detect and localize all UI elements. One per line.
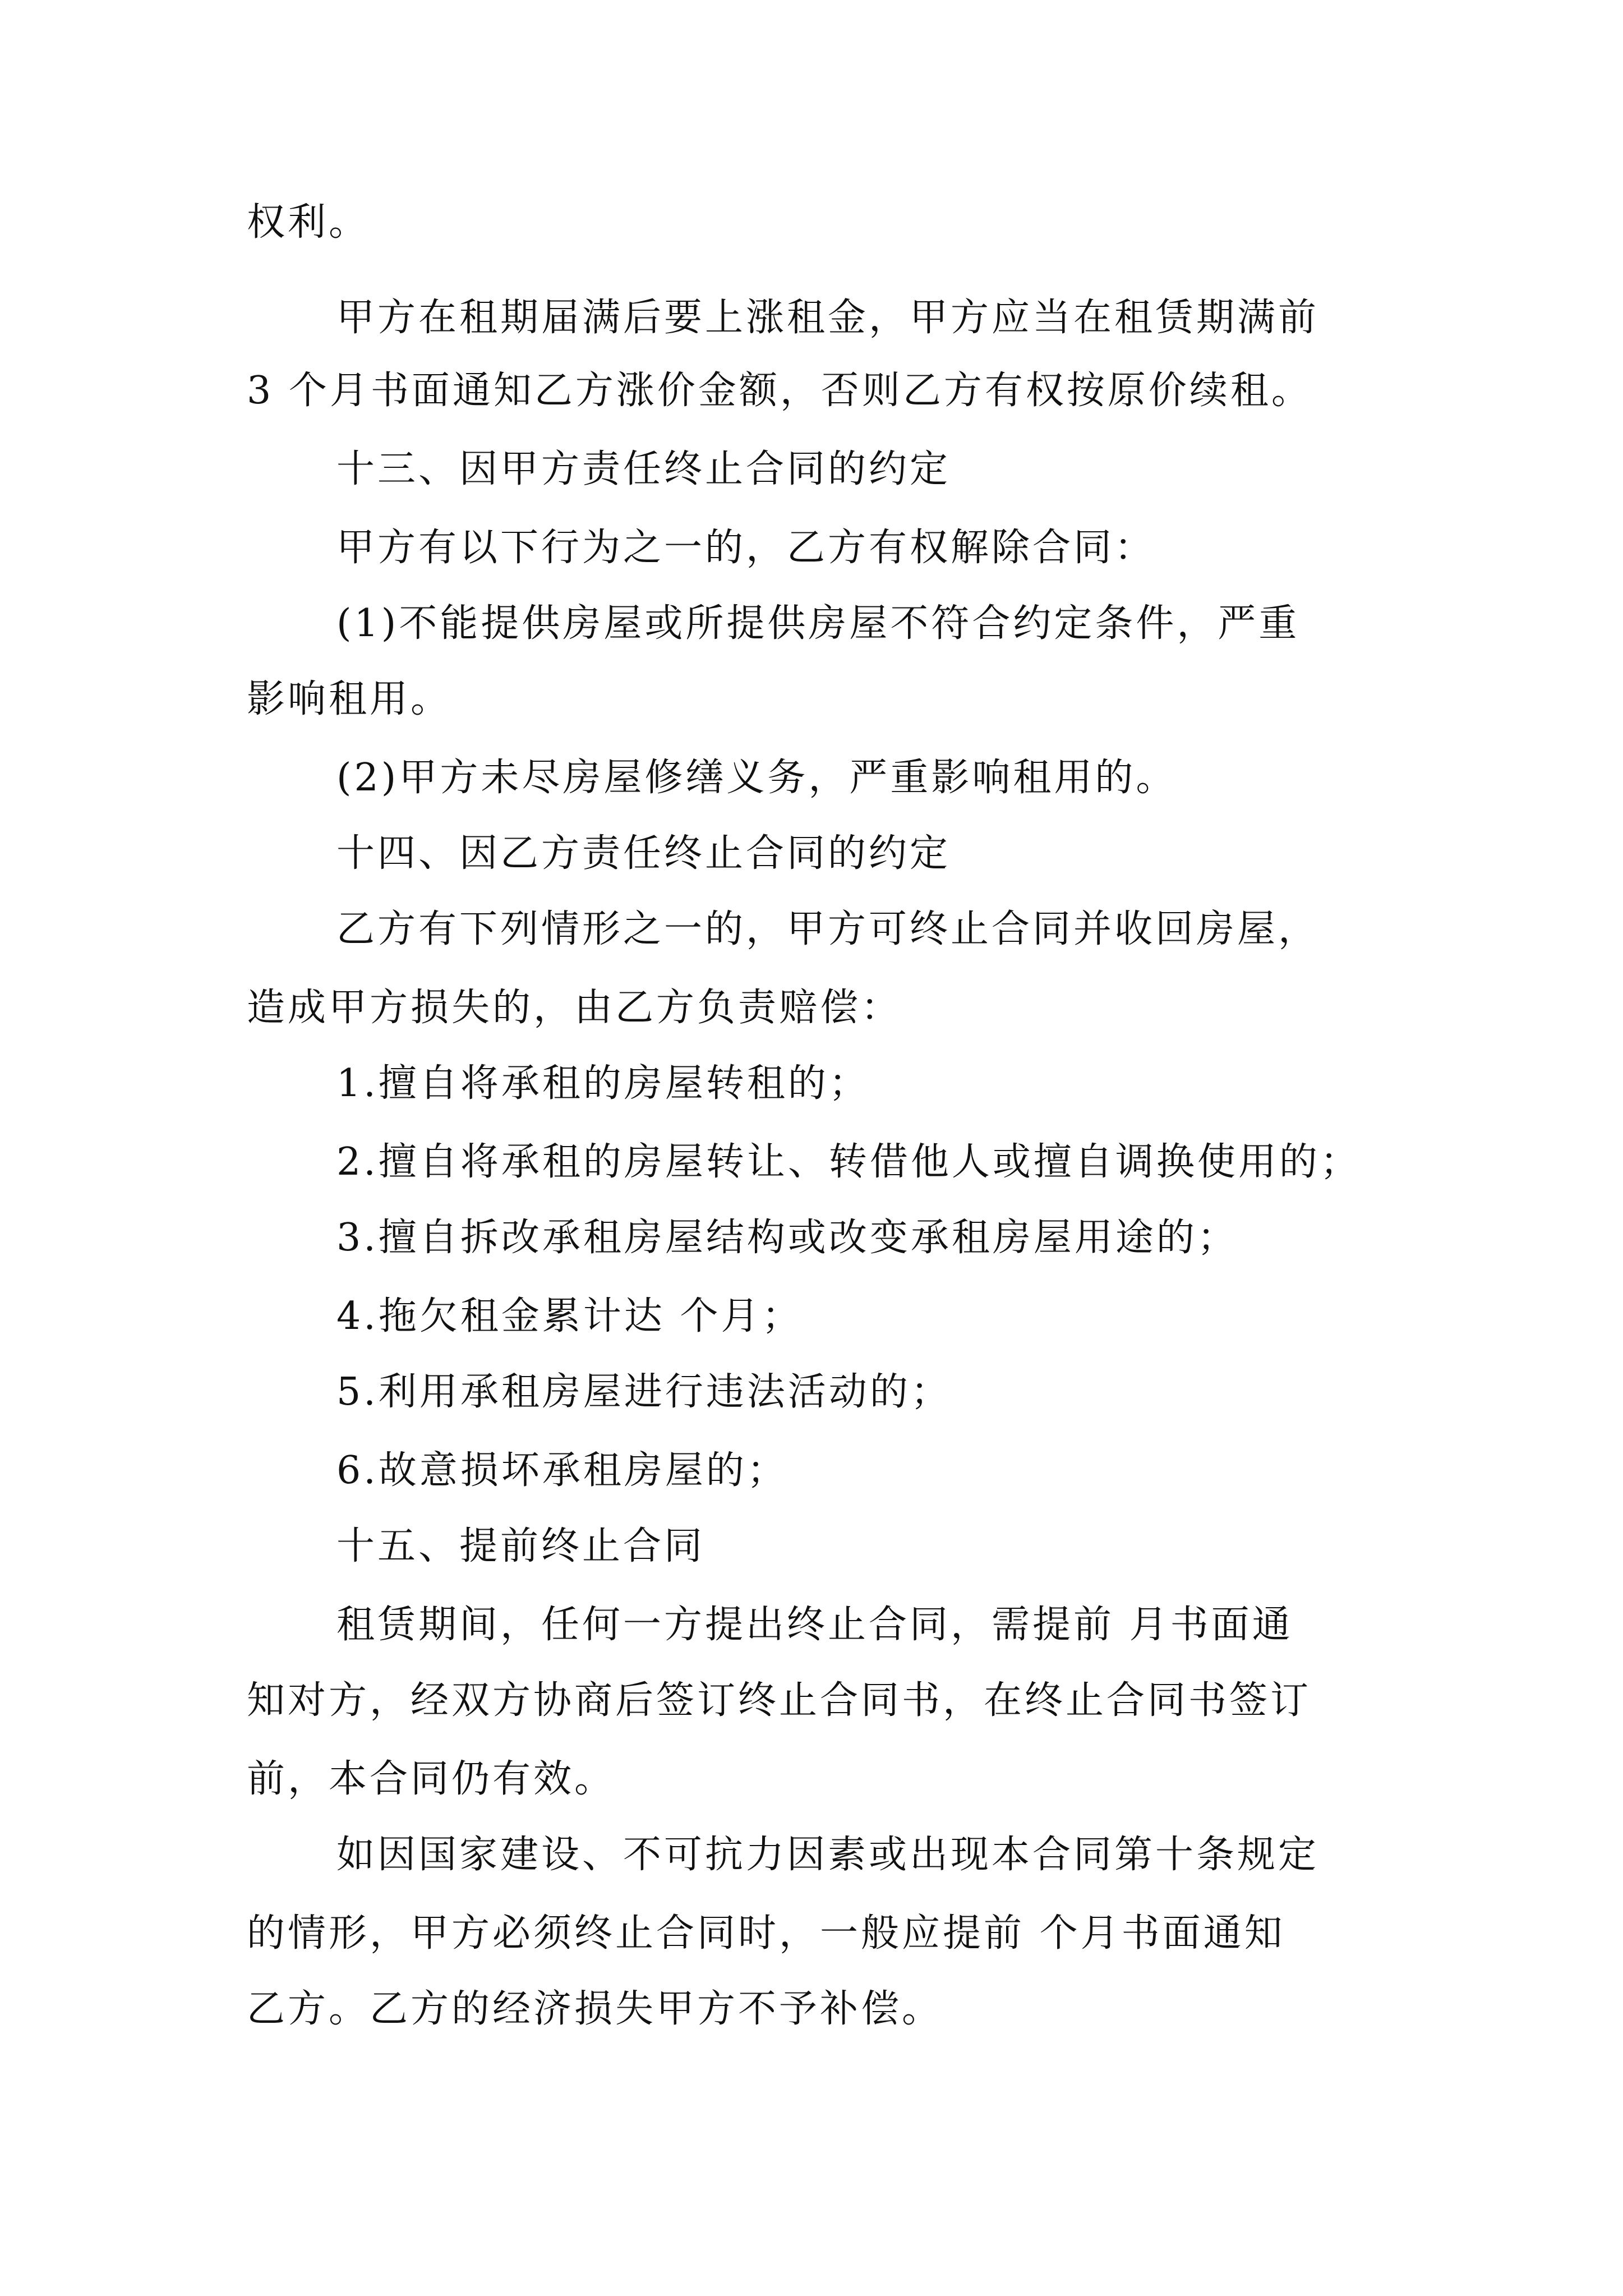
list-item: 6.故意损坏承租房屋的；: [336, 1448, 788, 1493]
section-heading: 十三、因甲方责任终止合同的约定: [336, 447, 951, 491]
text-line: 造成甲方损失的，由乙方负责赔偿：: [247, 986, 902, 1030]
text-line: 租赁期间，任何一方提出终止合同，需提前 月书面通: [336, 1603, 1293, 1647]
text-line: 前，本合同仍有效。: [247, 1757, 616, 1801]
text-line: 3 个月书面通知乙方涨价金额，否则乙方有权按原价续租。: [247, 369, 1312, 413]
list-item: 1.擅自将承租的房屋转租的；: [336, 1061, 870, 1106]
text-line: 如因国家建设、不可抗力因素或出现本合同第十条规定: [336, 1833, 1320, 1877]
text-line: 的情形，甲方必须终止合同时，一般应提前 个月书面通知: [247, 1911, 1285, 1955]
section-heading: 十五、提前终止合同: [336, 1524, 706, 1568]
list-item: 5.利用承租房屋进行违法活动的；: [336, 1370, 952, 1414]
list-item: 3.擅自拆改承租房屋结构或改变承租房屋用途的；: [336, 1216, 1238, 1260]
list-item: 4.拖欠租金累计达 个月；: [336, 1294, 803, 1338]
text-line: 乙方。乙方的经济损失甲方不予补偿。: [247, 1987, 943, 2031]
section-heading: 十四、因乙方责任终止合同的约定: [336, 831, 951, 876]
text-line: 权利。: [247, 200, 370, 245]
text-line: 甲方在租期届满后要上涨租金，甲方应当在租赁期满前: [336, 296, 1320, 340]
text-line: 知对方，经双方协商后签订终止合同书，在终止合同书签订: [247, 1678, 1312, 1723]
list-item: (1)不能提供房屋或所提供房屋不符合约定条件，严重: [336, 601, 1300, 646]
list-item: (2)甲方未尽房屋修缮义务，严重影响租用的。: [336, 756, 1177, 800]
text-line: 甲方有以下行为之一的，乙方有权解除合同：: [336, 526, 1156, 570]
text-line: 乙方有下列情形之一的，甲方可终止合同并收回房屋，: [336, 907, 1320, 951]
list-item: 2.擅自将承租的房屋转让、转借他人或擅自调换使用的；: [336, 1140, 1361, 1184]
text-line: 影响租用。: [247, 677, 452, 721]
